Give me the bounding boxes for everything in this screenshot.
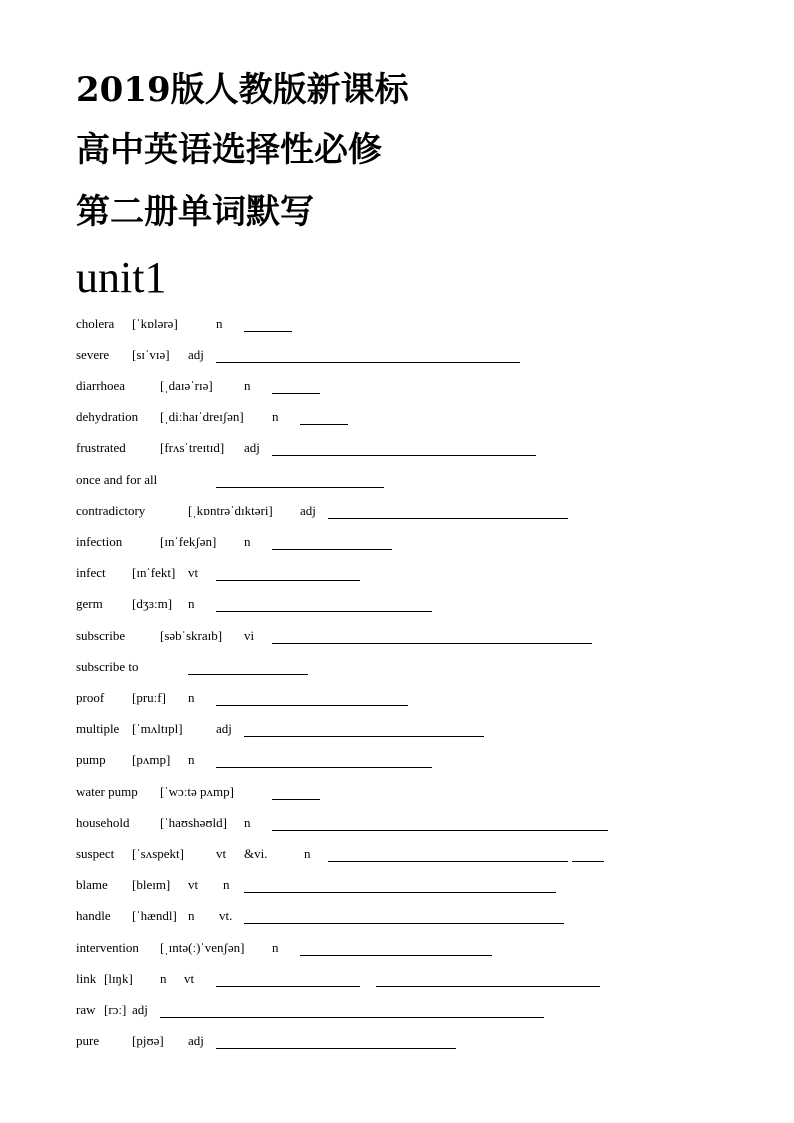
- vocab-word: dehydration: [76, 409, 139, 424]
- vocab-pos: adj: [216, 721, 232, 736]
- answer-blank[interactable]: [272, 549, 392, 550]
- vocab-word: once and for all: [76, 472, 158, 487]
- vocab-phonetic: [bleɪm]: [132, 877, 171, 892]
- vocab-word: raw: [76, 1002, 96, 1017]
- answer-blank[interactable]: [300, 424, 348, 425]
- vocab-pos: n: [188, 908, 195, 923]
- unit-heading: unit1: [76, 253, 167, 302]
- answer-blank[interactable]: [244, 736, 484, 737]
- vocab-phonetic: [ˌɪntə(ː)ˈvenʃən]: [160, 940, 245, 955]
- vocab-phonetic: [ˈmʌltɪpl]: [132, 721, 183, 736]
- vocab-pos: n: [244, 534, 251, 549]
- answer-blank[interactable]: [244, 892, 556, 893]
- vocab-word: diarrhoea: [76, 378, 126, 393]
- vocab-phonetic: [rɔː]: [104, 1002, 127, 1017]
- vocab-word: subscribe: [76, 628, 126, 643]
- vocab-phonetic: [ˈwɔːtə pʌmp]: [160, 784, 235, 799]
- answer-blank[interactable]: [216, 611, 432, 612]
- vocab-pos: n: [160, 971, 167, 986]
- title-line-1: 2019版人教版新课标: [76, 70, 409, 110]
- vocab-phonetic: [ˈhaʊshəʊld]: [160, 815, 227, 830]
- vocab-word: multiple: [76, 721, 120, 736]
- vocab-pos: adj: [132, 1002, 148, 1017]
- vocab-word: cholera: [76, 316, 115, 331]
- vocab-phonetic: [frʌsˈtreɪtɪd]: [160, 440, 225, 455]
- vocab-phonetic: [ˈsʌspekt]: [132, 846, 184, 861]
- answer-blank[interactable]: [244, 923, 564, 924]
- answer-blank[interactable]: [244, 331, 292, 332]
- vocab-phonetic: [pruːf]: [132, 690, 166, 705]
- vocab-phonetic: [pʌmp]: [132, 752, 171, 767]
- vocab-word: contradictory: [76, 503, 146, 518]
- vocab-phonetic: [ˌdaɪəˈrɪə]: [160, 378, 213, 393]
- answer-blank[interactable]: [216, 986, 360, 987]
- vocab-pos: n: [188, 690, 195, 705]
- vocab-pos: adj: [300, 503, 316, 518]
- answer-blank[interactable]: [328, 861, 568, 862]
- answer-blank[interactable]: [216, 767, 432, 768]
- answer-blank[interactable]: [160, 1017, 544, 1018]
- vocab-word: blame: [76, 877, 108, 892]
- vocab-pos: n: [244, 378, 251, 393]
- answer-blank[interactable]: [188, 674, 308, 675]
- answer-blank[interactable]: [216, 362, 520, 363]
- vocab-phonetic: [ɪnˈfekʃən]: [160, 534, 217, 549]
- title-line-3: 第二册单词默写: [76, 192, 314, 232]
- vocab-word: suspect: [76, 846, 115, 861]
- answer-blank[interactable]: [272, 830, 608, 831]
- vocab-pos-2: &vi.: [244, 846, 268, 861]
- vocab-pos-2: vt: [184, 971, 195, 986]
- vocab-word: infect: [76, 565, 106, 580]
- vocab-pos-2: vt.: [219, 908, 233, 923]
- vocab-word: link: [76, 971, 97, 986]
- vocab-pos: adj: [188, 1033, 204, 1048]
- vocab-pos: adj: [244, 440, 260, 455]
- answer-blank[interactable]: [216, 580, 360, 581]
- vocab-word: intervention: [76, 940, 139, 955]
- vocab-word: household: [76, 815, 130, 830]
- vocab-word: subscribe to: [76, 659, 139, 674]
- vocab-pos: n: [244, 815, 251, 830]
- title-line-2: 高中英语选择性必修: [76, 130, 382, 170]
- answer-blank[interactable]: [272, 799, 320, 800]
- answer-blank-2[interactable]: [376, 986, 600, 987]
- vocab-word: water pump: [76, 784, 138, 799]
- vocab-pos: adj: [188, 347, 204, 362]
- vocab-word: frustrated: [76, 440, 126, 455]
- vocab-pos: n: [272, 409, 279, 424]
- vocab-pos-3: n: [304, 846, 311, 861]
- vocab-word: pure: [76, 1033, 100, 1048]
- vocab-pos: n: [188, 596, 195, 611]
- answer-blank[interactable]: [272, 393, 320, 394]
- answer-blank[interactable]: [216, 705, 408, 706]
- vocab-phonetic: [ɪnˈfekt]: [132, 565, 176, 580]
- answer-blank[interactable]: [272, 455, 536, 456]
- answer-blank[interactable]: [216, 1048, 456, 1049]
- answer-blank[interactable]: [328, 518, 568, 519]
- answer-blank[interactable]: [300, 955, 492, 956]
- vocab-pos: vt: [216, 846, 227, 861]
- vocab-phonetic: [dʒɜːm]: [132, 596, 173, 611]
- vocab-word: severe: [76, 347, 110, 362]
- vocab-word: infection: [76, 534, 123, 549]
- vocab-word: pump: [76, 752, 106, 767]
- vocab-pos: n: [188, 752, 195, 767]
- vocab-phonetic: [ˌdiːhaɪˈdreɪʃən]: [160, 409, 244, 424]
- vocab-word: proof: [76, 690, 105, 705]
- vocab-phonetic: [ˈhændl]: [132, 908, 177, 923]
- vocab-pos: vi: [244, 628, 255, 643]
- vocab-pos: vt: [188, 877, 199, 892]
- vocab-pos: n: [216, 316, 223, 331]
- answer-blank[interactable]: [272, 643, 592, 644]
- vocab-phonetic: [səbˈskraɪb]: [160, 628, 223, 643]
- vocab-pos: n: [272, 940, 279, 955]
- vocab-pos: vt: [188, 565, 199, 580]
- vocab-phonetic: [lɪŋk]: [104, 971, 133, 986]
- vocab-phonetic: [sɪˈvɪə]: [132, 347, 170, 362]
- answer-blank[interactable]: [216, 487, 384, 488]
- vocab-pos-2: n: [223, 877, 230, 892]
- answer-blank-2[interactable]: [572, 861, 604, 862]
- vocab-phonetic: [ˌkɒntrəˈdɪktəri]: [188, 503, 273, 518]
- vocab-phonetic: [ˈkɒlərə]: [132, 316, 178, 331]
- vocab-word: handle: [76, 908, 111, 923]
- vocab-word: germ: [76, 596, 103, 611]
- vocab-phonetic: [pjʊə]: [132, 1033, 164, 1048]
